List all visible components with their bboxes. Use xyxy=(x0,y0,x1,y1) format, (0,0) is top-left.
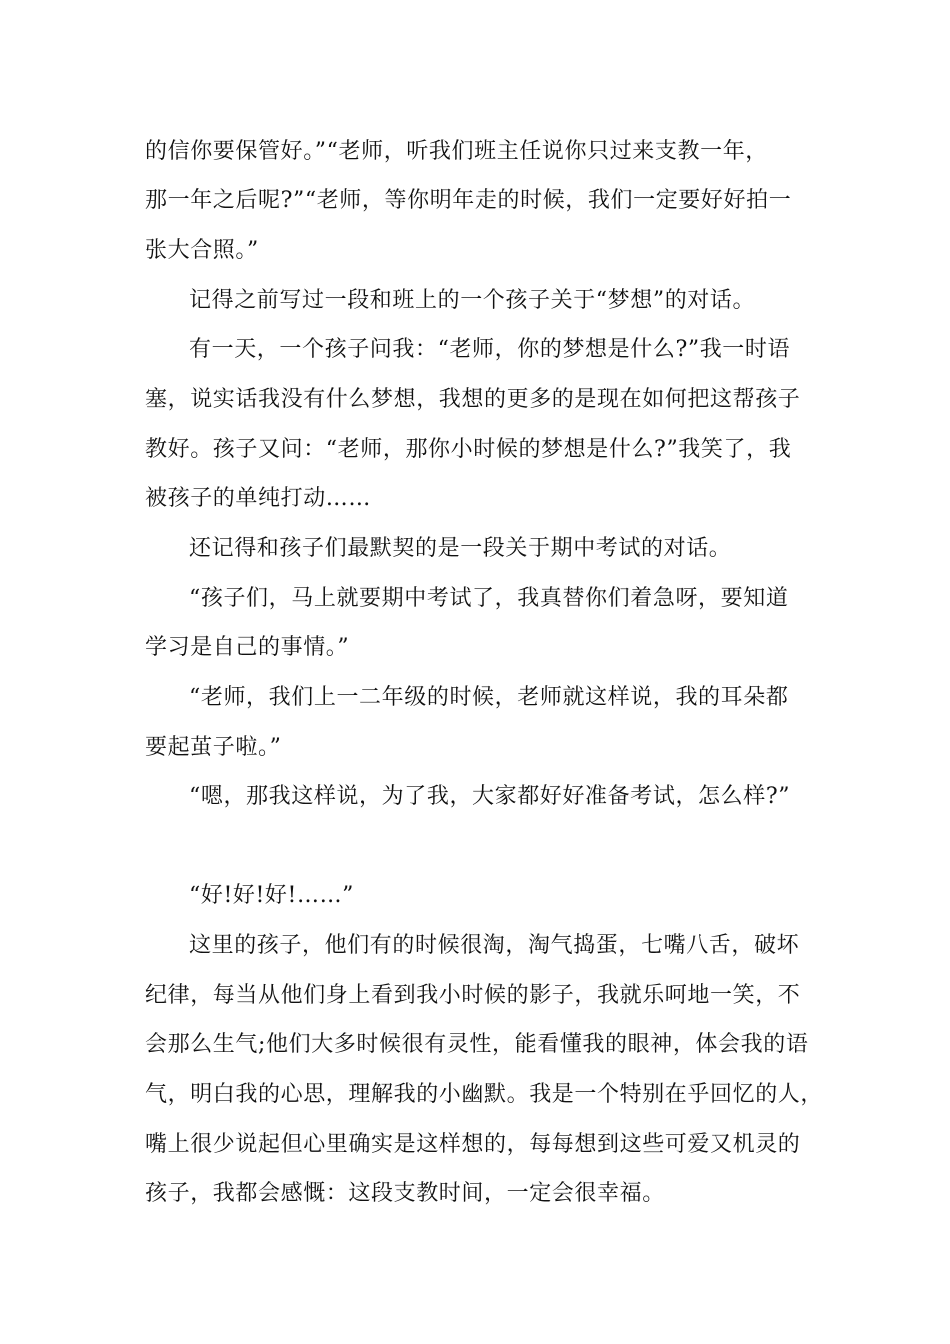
text-line: 张大合照。” xyxy=(145,238,259,263)
text-line: 教好。孩子又问：“老师，那你小时候的梦想是什么?”我笑了，我 xyxy=(145,437,792,462)
text-line: 还记得和孩子们最默契的是一段关于期中考试的对话。 xyxy=(189,536,732,561)
text-line: 会那么生气;他们大多时候很有灵性，能看懂我的眼神，体会我的语 xyxy=(145,1032,809,1057)
text-line: 嘴上很少说起但心里确实是这样想的，每每想到这些可爱又机灵的 xyxy=(145,1132,801,1157)
text-line: 记得之前写过一段和班上的一个孩子关于“梦想”的对话。 xyxy=(189,288,756,313)
text-line: 的信你要保管好。”“老师，听我们班主任说你只过来支教一年， xyxy=(145,139,768,164)
text-line: 塞，说实话我没有什么梦想，我想的更多的是现在如何把这帮孩子 xyxy=(145,387,801,412)
text-line: 这里的孩子，他们有的时候很淘，淘气捣蛋，七嘴八舌，破坏 xyxy=(189,933,800,958)
text-line: 学习是自己的事情。” xyxy=(145,635,350,660)
text-line: 纪律，每当从他们身上看到我小时候的影子，我就乐呵地一笑，不 xyxy=(145,983,801,1008)
text-line: 被孩子的单纯打动…… xyxy=(145,486,372,511)
text-line: 有一天，一个孩子问我：“老师，你的梦想是什么?”我一时语 xyxy=(189,337,791,362)
text-line: “老师，我们上一二年级的时候，老师就这样说，我的耳朵都 xyxy=(189,685,789,710)
text-line: 孩子，我都会感慨：这段支教时间，一定会很幸福。 xyxy=(145,1181,665,1206)
text-line: “嗯，那我这样说，为了我，大家都好好准备考试，怎么样?” xyxy=(189,784,791,809)
text-line: 那一年之后呢?”“老师，等你明年走的时候，我们一定要好好拍一 xyxy=(145,188,792,213)
text-line: 气，明白我的心思，理解我的小幽默。我是一个特别在乎回忆的人， xyxy=(145,1082,824,1107)
text-line: “孩子们，马上就要期中考试了，我真替你们着急呀，要知道 xyxy=(189,586,789,611)
text-line: 要起茧子啦。” xyxy=(145,735,282,760)
text-line: “好!好!好!……” xyxy=(189,883,355,908)
